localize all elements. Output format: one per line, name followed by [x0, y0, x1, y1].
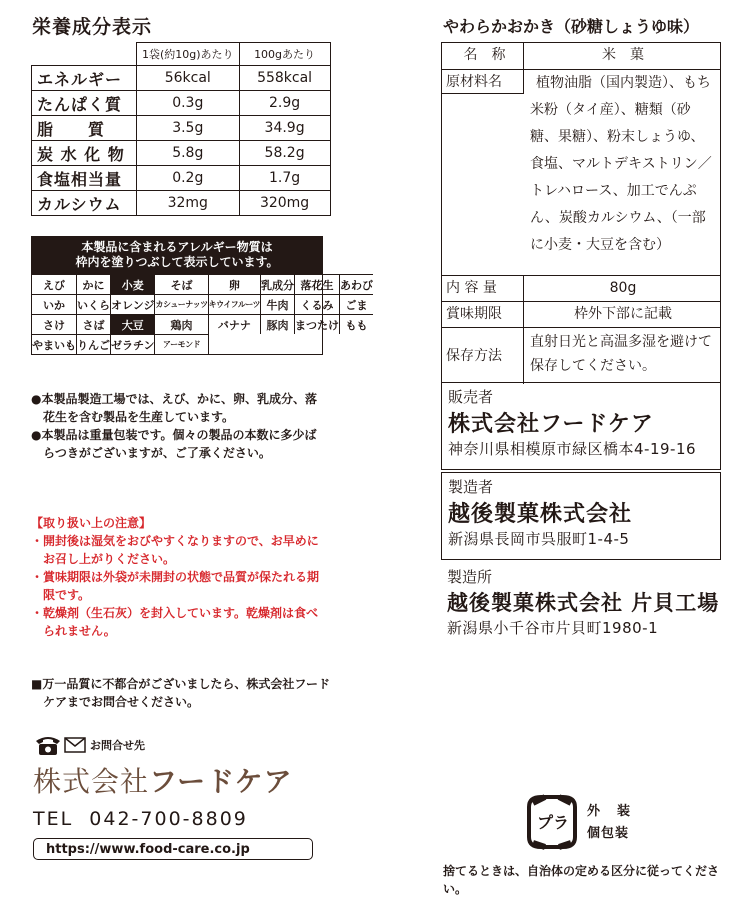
nutrition-header-row: [32, 43, 331, 66]
allergen-cell: えび: [32, 274, 77, 294]
allergen-header: 本製品に含まれるアレルギー物質は 枠内を塗りつぶして表示しています。: [32, 237, 322, 274]
spec-row-content: 内 容 量 80g: [442, 275, 720, 302]
nutrient-per-100g: 558kcal: [239, 66, 330, 91]
allergen-grid: [32, 274, 374, 354]
nutrient-per-bag: 56kcal: [137, 66, 240, 91]
allergen-cell: さば: [77, 314, 111, 334]
allergen-cell: くるみ: [295, 294, 340, 314]
nutrient-per-100g: 2.9g: [239, 91, 330, 116]
phone-mail-icon: [33, 732, 87, 760]
allergen-box: [31, 236, 374, 355]
note-weight: ●本製品は重量包装です。個々の製品の本数に多少ばらつきがございますが、ご了承ください。: [31, 428, 317, 460]
recycle-outer-label: 外 装: [587, 804, 633, 819]
nutrition-table: [31, 42, 331, 216]
nutrient-per-100g: 34.9g: [239, 116, 330, 141]
allergen-cell: りんご: [77, 334, 111, 354]
allergen-cell: あわび: [340, 274, 373, 294]
allergen-cell: 乳成分: [261, 274, 295, 294]
nutrient-name: たんぱく質: [32, 91, 137, 116]
nutrition-row: [32, 141, 331, 166]
recycle-mark-text: プラ: [536, 813, 570, 832]
nutrition-row: [32, 66, 331, 91]
spec-row-name: 名 称 米 菓: [442, 43, 720, 69]
nutrient-per-bag: 0.3g: [137, 91, 240, 116]
caution-item: ・乾燥剤（生石灰）を封入しています。乾燥剤は食べられません。: [31, 606, 319, 638]
allergen-cell: かに: [77, 274, 111, 294]
allergen-cell: 卵: [209, 274, 261, 294]
col-per-bag: 1袋(約10g)あたり: [137, 43, 240, 66]
allergen-cell: オレンジ: [111, 294, 155, 314]
spec-row-ingredients: 原材料名 植物油脂（国内製造）、もち米粉（タイ産）、糖類（砂糖、果糖）、粉末しょうゆ、食塩、マルトデキストリン／トレハロース、加工でんぷん、炭酸カルシウム、（一部に小麦・大豆を含む）: [442, 69, 720, 316]
allergen-cell: 鶏肉: [155, 314, 208, 334]
maker-box: 製造者 越後製菓株式会社 新潟県長岡市呉服町1-4-5: [441, 472, 721, 560]
allergen-cell: バナナ: [209, 314, 261, 334]
plastic-recycle-icon: [523, 793, 583, 851]
nutrient-per-bag: 3.5g: [137, 116, 240, 141]
seller-box: 販売者 株式会社フードケア 神奈川県相模原市緑区橋本4-19-16: [441, 382, 721, 470]
allergen-cell: ゼラチン: [111, 334, 155, 354]
nutrient-name: 食塩相当量: [32, 166, 137, 191]
caution-title: 【取り扱い上の注意】: [31, 516, 152, 530]
allergen-cell: カシューナッツ: [155, 294, 208, 314]
caution-item: ・開封後は湿気をおびやすくなりますので、お早めにお召し上がりください。: [31, 534, 319, 566]
note-factory: ●本製品製造工場では、えび、かに、卵、乳成分、落花生を含む製品を生産しています。: [31, 392, 317, 424]
recycle-inner-label: 個包装: [587, 826, 630, 841]
nutrition-row: [32, 166, 331, 191]
disposal-note: 捨てるときは、自治体の定める区分に従ってください。: [443, 864, 720, 896]
caution-item: ・賞味期限は外袋が未開封の状態で品質が保たれる期限です。: [31, 570, 320, 602]
recycle-mark: [523, 793, 583, 855]
nutrient-name: 炭 水 化 物: [32, 141, 137, 166]
contact-company: [33, 760, 293, 800]
contact-company-prefix: 株式会社: [33, 765, 150, 798]
nutrient-name: エネルギー: [32, 66, 137, 91]
phone-number: TEL 042-700-8809: [33, 808, 248, 830]
allergen-cell: 小麦: [111, 274, 155, 294]
nutrition-row: [32, 191, 331, 216]
nutrient-name: カルシウム: [32, 191, 137, 216]
allergen-cell: まつたけ: [295, 314, 340, 334]
nutrient-per-100g: 58.2g: [239, 141, 330, 166]
factory-notes: [31, 390, 327, 462]
website-link[interactable]: https://www.food-care.co.jp: [33, 838, 313, 860]
product-title: やわらかおかき（砂糖しょうゆ味）: [443, 17, 700, 36]
allergen-cell: 落花生: [295, 274, 340, 294]
nutrition-row: [32, 116, 331, 141]
allergen-cell: 大豆: [111, 314, 155, 334]
allergen-cell: もも: [340, 314, 373, 334]
allergen-cell: さけ: [32, 314, 77, 334]
allergen-cell: アーモンド: [155, 334, 208, 354]
allergen-cell: 豚肉: [261, 314, 295, 334]
nutrition-row: [32, 91, 331, 116]
allergen-cell: キウイフルーツ: [209, 294, 261, 314]
allergen-cell: そば: [155, 274, 208, 294]
factory-block: 製造所 越後製菓株式会社 片貝工場 新潟県小千谷市片貝町1980-1: [447, 568, 720, 637]
nutrient-name: 脂 質: [32, 116, 137, 141]
nutrient-per-bag: 0.2g: [137, 166, 240, 191]
allergen-cell: いか: [32, 294, 77, 314]
nutrition-title: 栄養成分表示: [32, 16, 153, 38]
allergen-cell: 牛肉: [261, 294, 295, 314]
nutrient-per-100g: 1.7g: [239, 166, 330, 191]
allergen-cell: やまいも: [32, 334, 77, 354]
handling-caution: [31, 514, 327, 640]
col-per-100g: 100gあたり: [239, 43, 330, 66]
allergen-cell: ごま: [340, 294, 373, 314]
spec-row-storage: 保存方法 直射日光と高温多湿を避けて保存してください。: [442, 327, 720, 384]
nutrient-per-bag: 32mg: [137, 191, 240, 216]
contact-company-name: フードケア: [149, 765, 293, 798]
inquiry-label: お問合せ先: [90, 739, 145, 752]
nutrient-per-100g: 320mg: [239, 191, 330, 216]
spec-row-bestbefore: 賞味期限 枠外下部に記載: [442, 301, 720, 328]
product-spec-table: [441, 42, 721, 383]
nutrient-per-bag: 5.8g: [137, 141, 240, 166]
allergen-cell: いくら: [77, 294, 111, 314]
claim-note: ■万一品質に不都合がございましたら、株式会社フードケアまでお問合せください。: [31, 677, 330, 709]
